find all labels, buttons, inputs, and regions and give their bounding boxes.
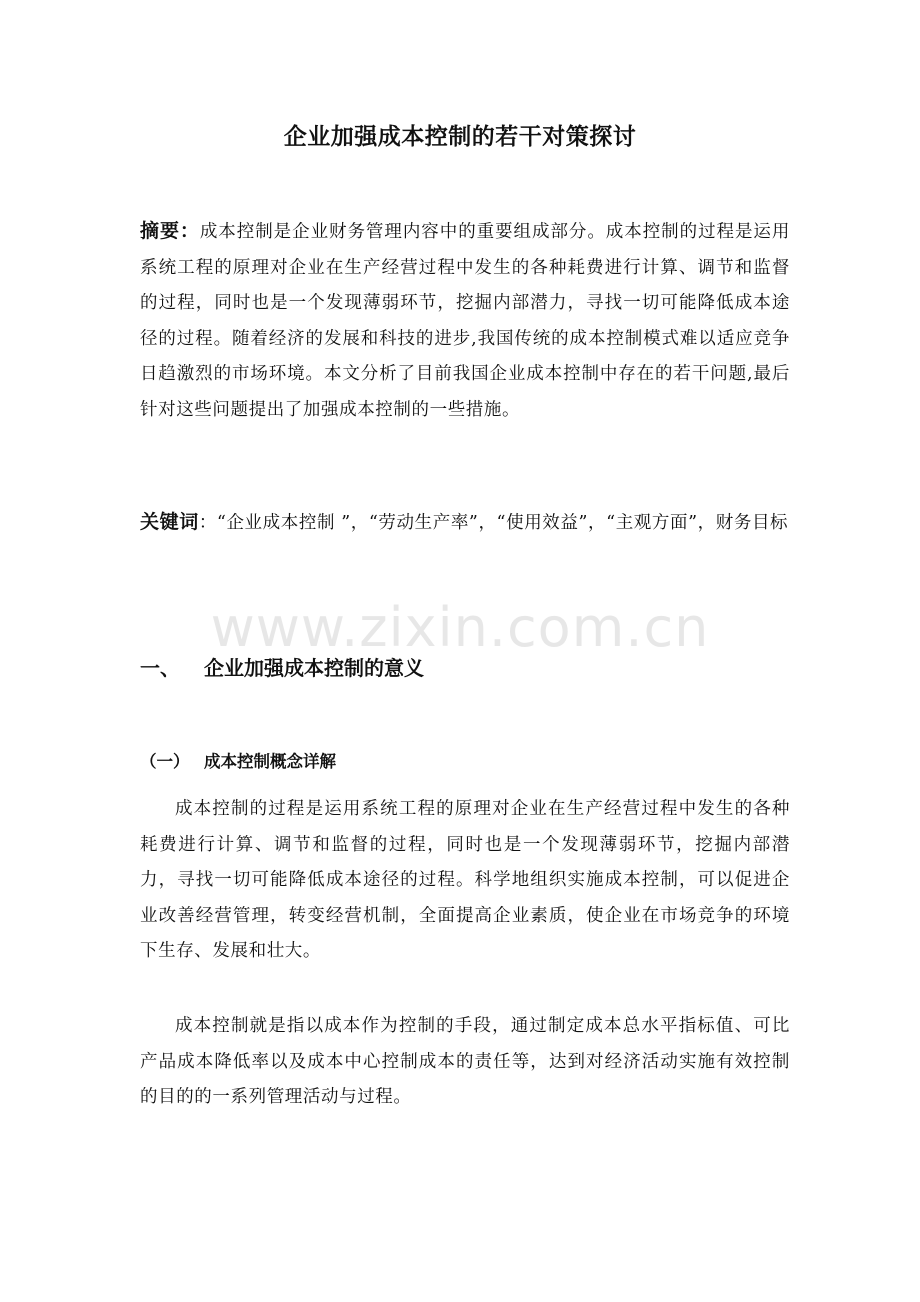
section-title: 企业加强成本控制的意义 <box>204 656 424 680</box>
subsection-number: （一） <box>140 752 190 771</box>
document-title: 企业加强成本控制的若干对策探讨 <box>283 124 637 150</box>
abstract-label: 摘要： <box>140 220 200 242</box>
watermark: www.zixin.com.cn <box>210 596 710 659</box>
abstract-text: 成本控制是企业财务管理内容中的重要组成部分。成本控制的过程是运用系统工程的原理对企业在生产经营过程中发生的各种耗费进行计算、调节和监督的过程，同时也是一个发现薄弱环节，挖掘内部潜力，寻找一切可能降低成本途径的过程。随着经济的发展和科技的进步,我国传统的成本控制模式难以适应竞争日趋激烈的市场环境。本文分析了目前我国企业成本控制中存在的若干问题,最后针对这些问题提出了加强成本控制的一些措施。 <box>140 222 790 420</box>
section-number: 一、 <box>140 656 180 680</box>
body-paragraph: 成本控制就是指以成本作为控制的手段，通过制定成本总水平指标值、可比产品成本降低率以及成本中心控制成本的责任等，达到对经济活动实施有效控制的目的的一系列管理活动与过程。 <box>140 1016 790 1107</box>
body-paragraph: 成本控制的过程是运用系统工程的原理对企业在生产经营过程中发生的各种耗费进行计算、调节和监督的过程，同时也是一个发现薄弱环节，挖掘内部潜力，寻找一切可能降低成本途径的过程。科学地组织实施成本控制，可以促进企业改善经营管理，转变经营机制，全面提高企业素质，使企业在市场竞争的环境下生存、发展和壮大。 <box>140 799 790 961</box>
abstract-block <box>140 214 790 428</box>
subsection-heading <box>140 748 336 772</box>
keywords-label: 关键词 <box>140 511 199 533</box>
subsection-title: 成本控制概念详解 <box>204 752 336 771</box>
keywords-block <box>140 505 790 542</box>
keywords-text: ：“企业成本控制 ”，“劳动生产率”，“使用效益”，“主观方面”，财务目标 <box>198 513 789 533</box>
section-heading <box>140 652 424 681</box>
